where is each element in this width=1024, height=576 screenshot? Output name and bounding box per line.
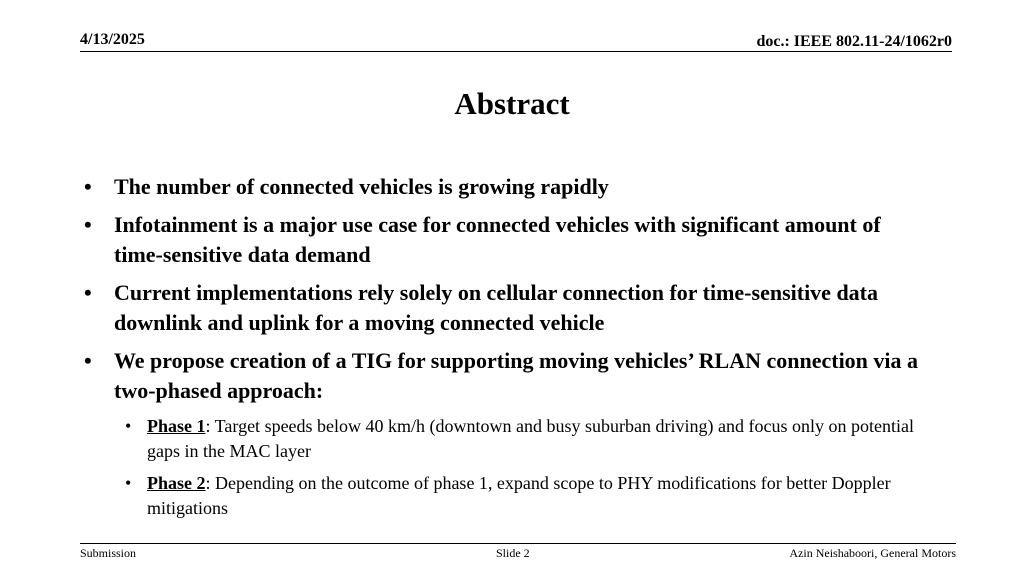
slide-body: [84, 172, 934, 528]
footer-submission: Submission: [80, 546, 137, 560]
bullet-icon: •: [125, 416, 132, 436]
sub-bullet-item: [125, 471, 934, 521]
bullet-text: The number of connected vehicles is growing rapidly: [114, 174, 609, 199]
footer-author: Azin Neishaboori, General Motors: [789, 546, 956, 560]
bullet-item: [84, 210, 934, 270]
header-date: 4/13/2025: [80, 31, 145, 48]
header-doc-id: doc.: IEEE 802.11-24/1062r0: [756, 33, 952, 50]
bullet-icon: •: [84, 174, 92, 199]
footer-slide-number: Slide 2: [496, 546, 530, 560]
bullet-text: Current implementations rely solely on cellular connection for time-sensitive data downlink and uplink for a moving connected vehicle: [114, 280, 879, 335]
bullet-text: We propose creation of a TIG for supporting moving vehicles’ RLAN connection via a two-phased approach:: [114, 348, 919, 403]
bullet-icon: •: [84, 348, 92, 373]
bullet-item: [84, 172, 934, 202]
bullet-icon: •: [125, 473, 132, 493]
sub-bullet-item: [125, 414, 934, 464]
bullet-icon: •: [84, 280, 92, 305]
phase-label: Phase 1: [147, 416, 206, 436]
header-divider: [80, 51, 952, 52]
slide-title: Abstract: [454, 86, 570, 121]
phase-label: Phase 2: [147, 473, 206, 493]
bullet-text: Infotainment is a major use case for connected vehicles with significant amount of time-sensitive data demand: [114, 212, 881, 267]
bullet-icon: •: [84, 212, 92, 237]
bullet-item: [84, 346, 934, 406]
bullet-item: [84, 278, 934, 338]
footer-divider: [80, 543, 956, 544]
sub-bullet-text: : Target speeds below 40 km/h (downtown and busy suburban driving) and focus only on potential gaps in the MAC layer: [147, 416, 914, 461]
sub-bullet-text: : Depending on the outcome of phase 1, expand scope to PHY modifications for better Doppler mitigations: [147, 473, 891, 518]
